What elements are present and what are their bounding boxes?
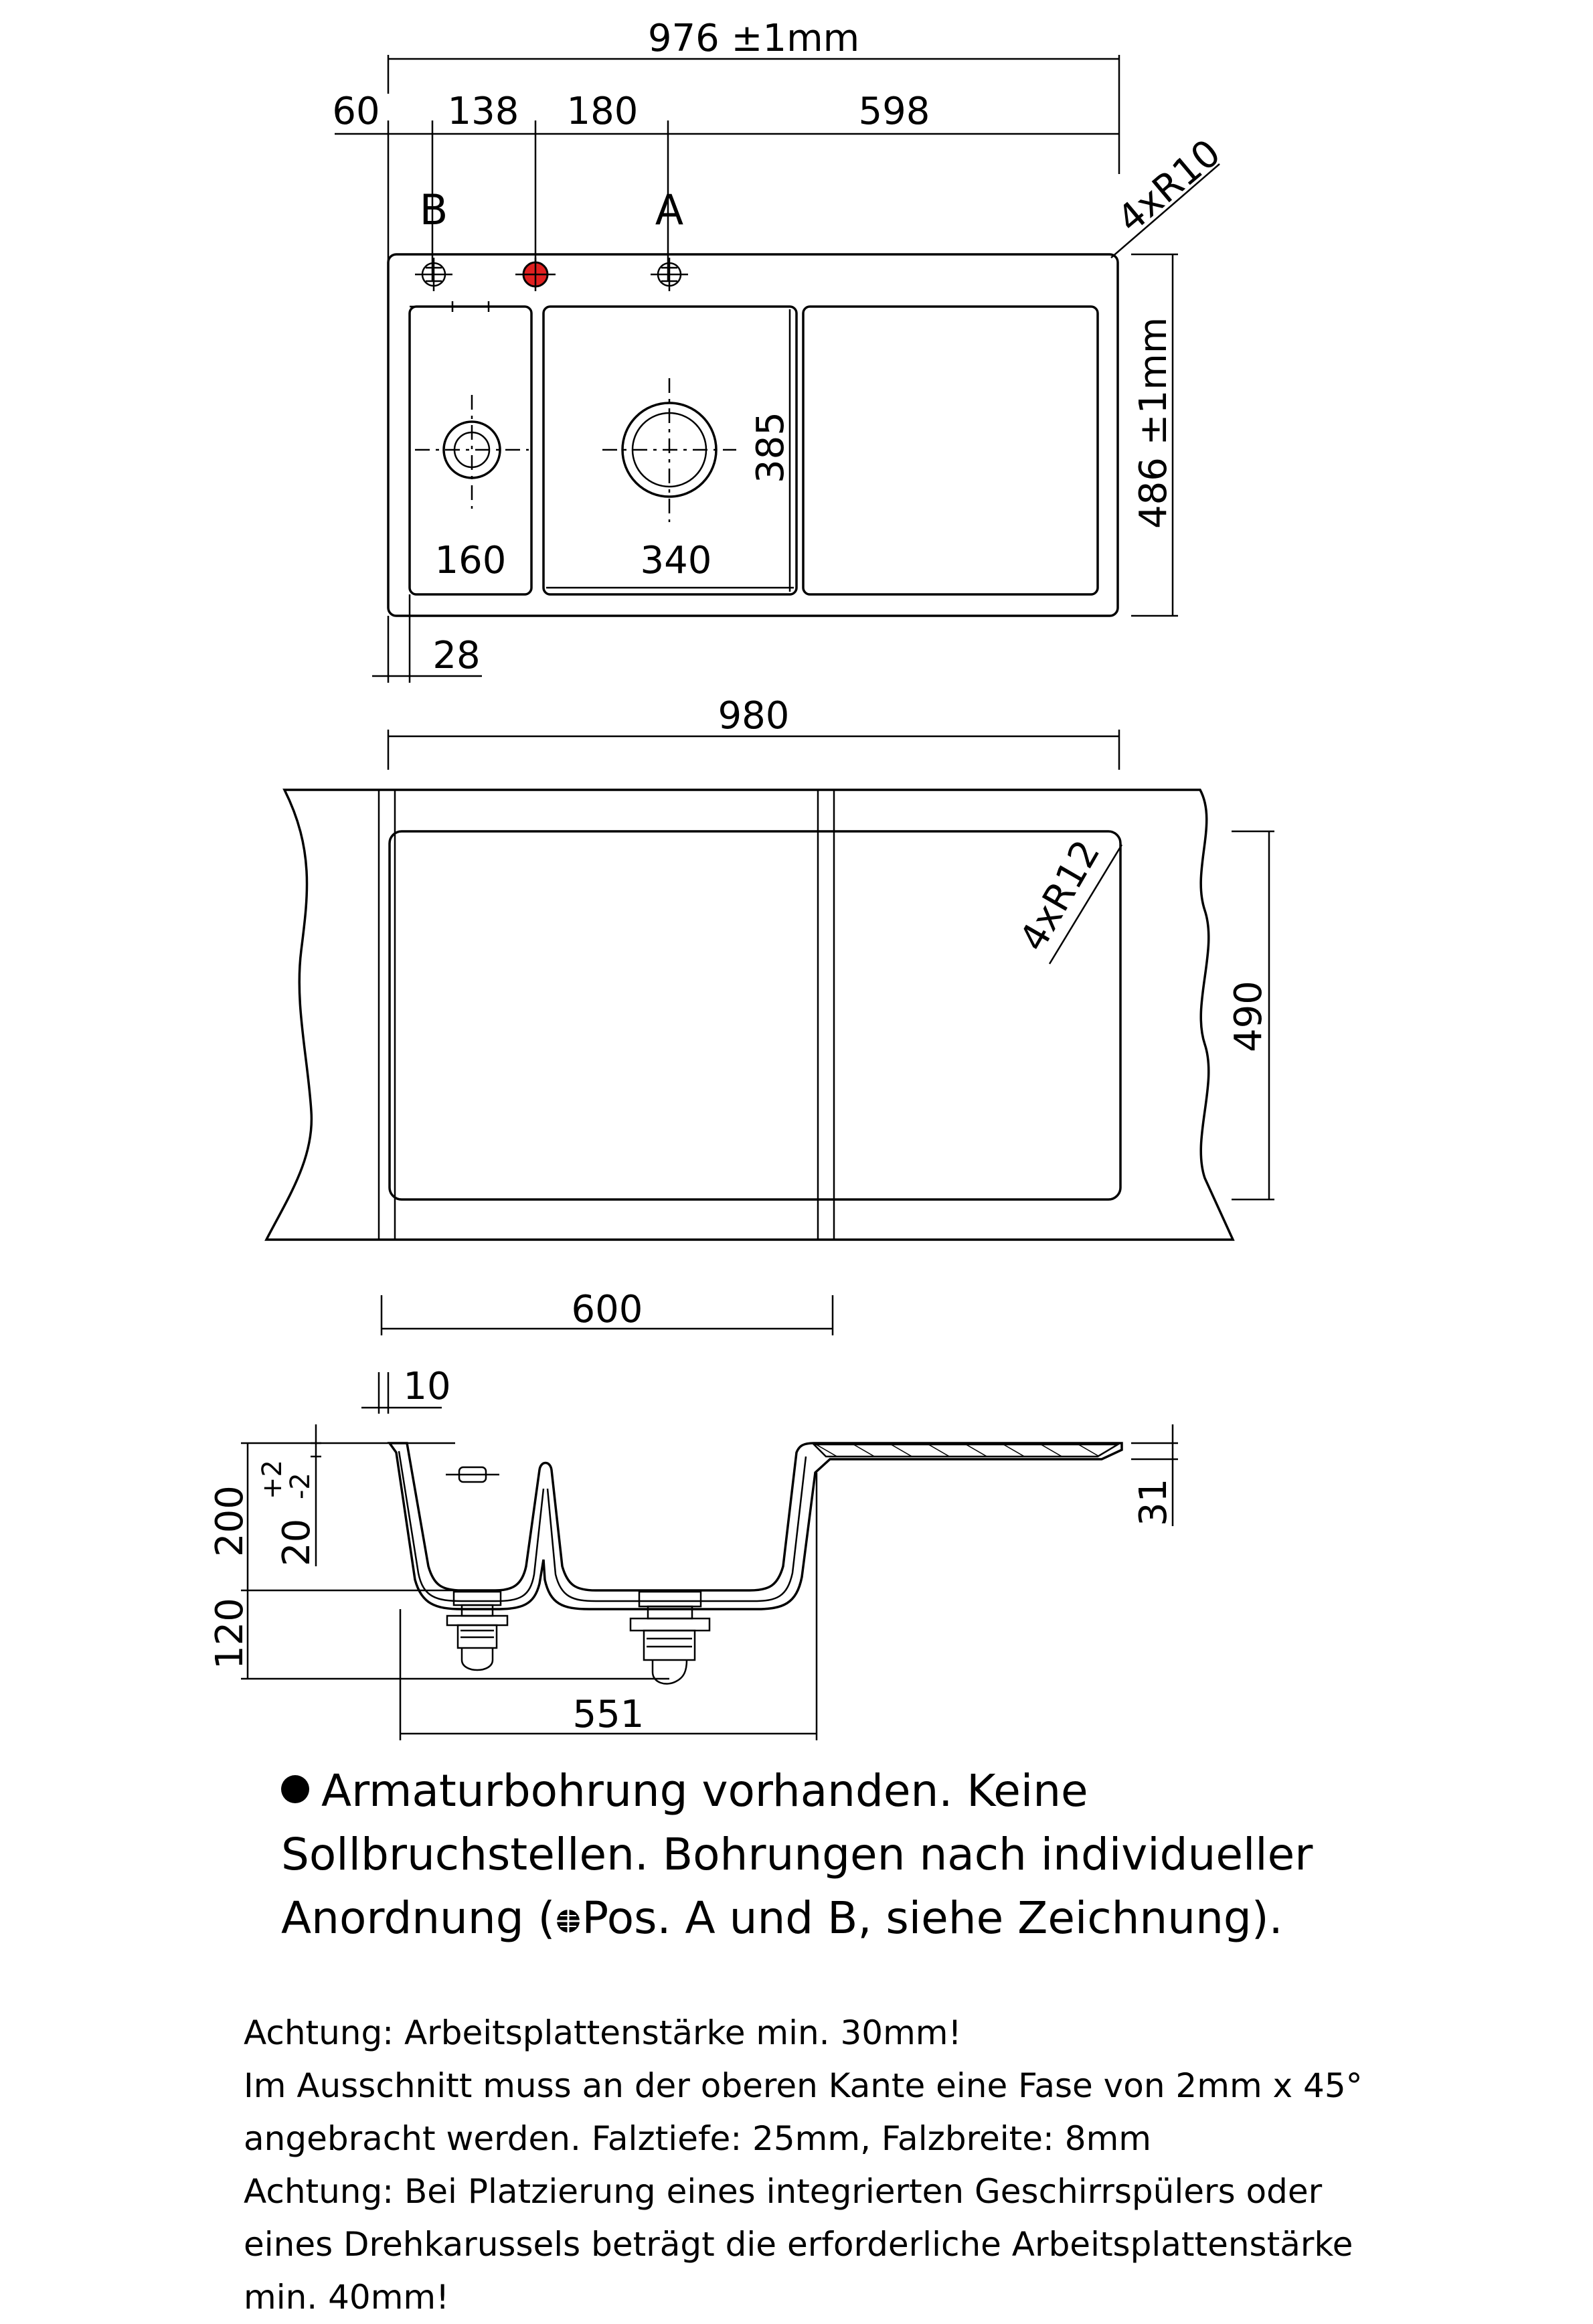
small-bowl-drain xyxy=(415,395,529,509)
note-line-2: Sollbruchstellen. Bohrungen nach individueller xyxy=(281,1829,1313,1880)
overall-width-label: 976 ±1mm xyxy=(647,17,860,60)
main-bowl-width-label: 340 xyxy=(640,539,712,582)
overall-depth-label: 486 ±1mm xyxy=(1132,317,1175,529)
position-b-label: B xyxy=(419,185,448,234)
installation-note-line: Achtung: Arbeitsplattenstärke min. 30mm! xyxy=(244,2013,962,2052)
installation-note-line: Achtung: Bei Platzierung eines integrierten Geschirrspülers oder xyxy=(244,2172,1323,2211)
drainer-height-label: 31 xyxy=(1132,1478,1175,1526)
rim-width-label: 10 xyxy=(403,1365,451,1408)
tap-hole-note xyxy=(281,1759,1553,1950)
tap-hole-a xyxy=(651,258,688,291)
offset-598-label: 598 xyxy=(858,90,930,133)
installation-note-line: angebracht werden. Falztiefe: 25mm, Falzbreite: 8mm xyxy=(244,2119,1152,2158)
installation-note-line: min. 40mm! xyxy=(244,2278,450,2317)
offset-180-label: 180 xyxy=(566,90,639,133)
rim-height-label: 20 xyxy=(275,1518,319,1566)
edge-offset-label: 28 xyxy=(432,634,481,677)
tap-hole-symbol-icon xyxy=(555,1908,582,1934)
bowls-width-label: 551 xyxy=(572,1693,645,1736)
cabinet-width-label: 600 xyxy=(571,1288,643,1331)
installation-notes xyxy=(244,2007,1569,2324)
bullet-dot-icon xyxy=(281,1775,309,1803)
cutout-width-label: 980 xyxy=(718,694,790,738)
installation-note-line: Im Ausschnitt muss an der oberen Kante eine Fase von 2mm x 45° xyxy=(244,2066,1363,2105)
position-a-label: A xyxy=(655,185,684,234)
depth-total-label: 200 xyxy=(208,1485,252,1557)
small-bowl-width-label: 160 xyxy=(434,539,507,582)
installation-note-line: eines Drehkarussels beträgt die erforderliche Arbeitsplattenstärke xyxy=(244,2225,1353,2264)
tap-hole-b xyxy=(415,258,452,291)
tap-hole-center xyxy=(515,258,556,291)
sink-section-outline xyxy=(390,1443,1122,1609)
corner-radius-label: 4xR10 xyxy=(1109,131,1230,242)
note-line-3: Anordnung ( Pos. A und B, siehe Zeichnung). xyxy=(281,1892,1283,1944)
tolerance-minus-label: -2 xyxy=(285,1473,316,1499)
cutout-view xyxy=(266,694,1274,1335)
offset-60-label: 60 xyxy=(332,90,380,133)
section-view xyxy=(208,1365,1178,1740)
note-line-1: Armaturbohrung vorhanden. Keine xyxy=(281,1759,1553,1823)
top-view xyxy=(332,17,1229,683)
bowl-depth-label: 385 xyxy=(749,412,792,483)
tolerance-plus-label: +2 xyxy=(257,1460,288,1499)
cutout-outline xyxy=(390,831,1120,1199)
drainer-area xyxy=(803,307,1098,594)
main-waste-fitting xyxy=(631,1592,709,1684)
small-waste-fitting xyxy=(447,1592,507,1670)
main-bowl-drain xyxy=(602,378,736,522)
cutout-radius-label: 4xR12 xyxy=(1011,833,1109,959)
cutout-depth-label: 490 xyxy=(1227,981,1270,1052)
offset-138-label: 138 xyxy=(447,90,519,133)
waste-height-label: 120 xyxy=(208,1598,252,1669)
